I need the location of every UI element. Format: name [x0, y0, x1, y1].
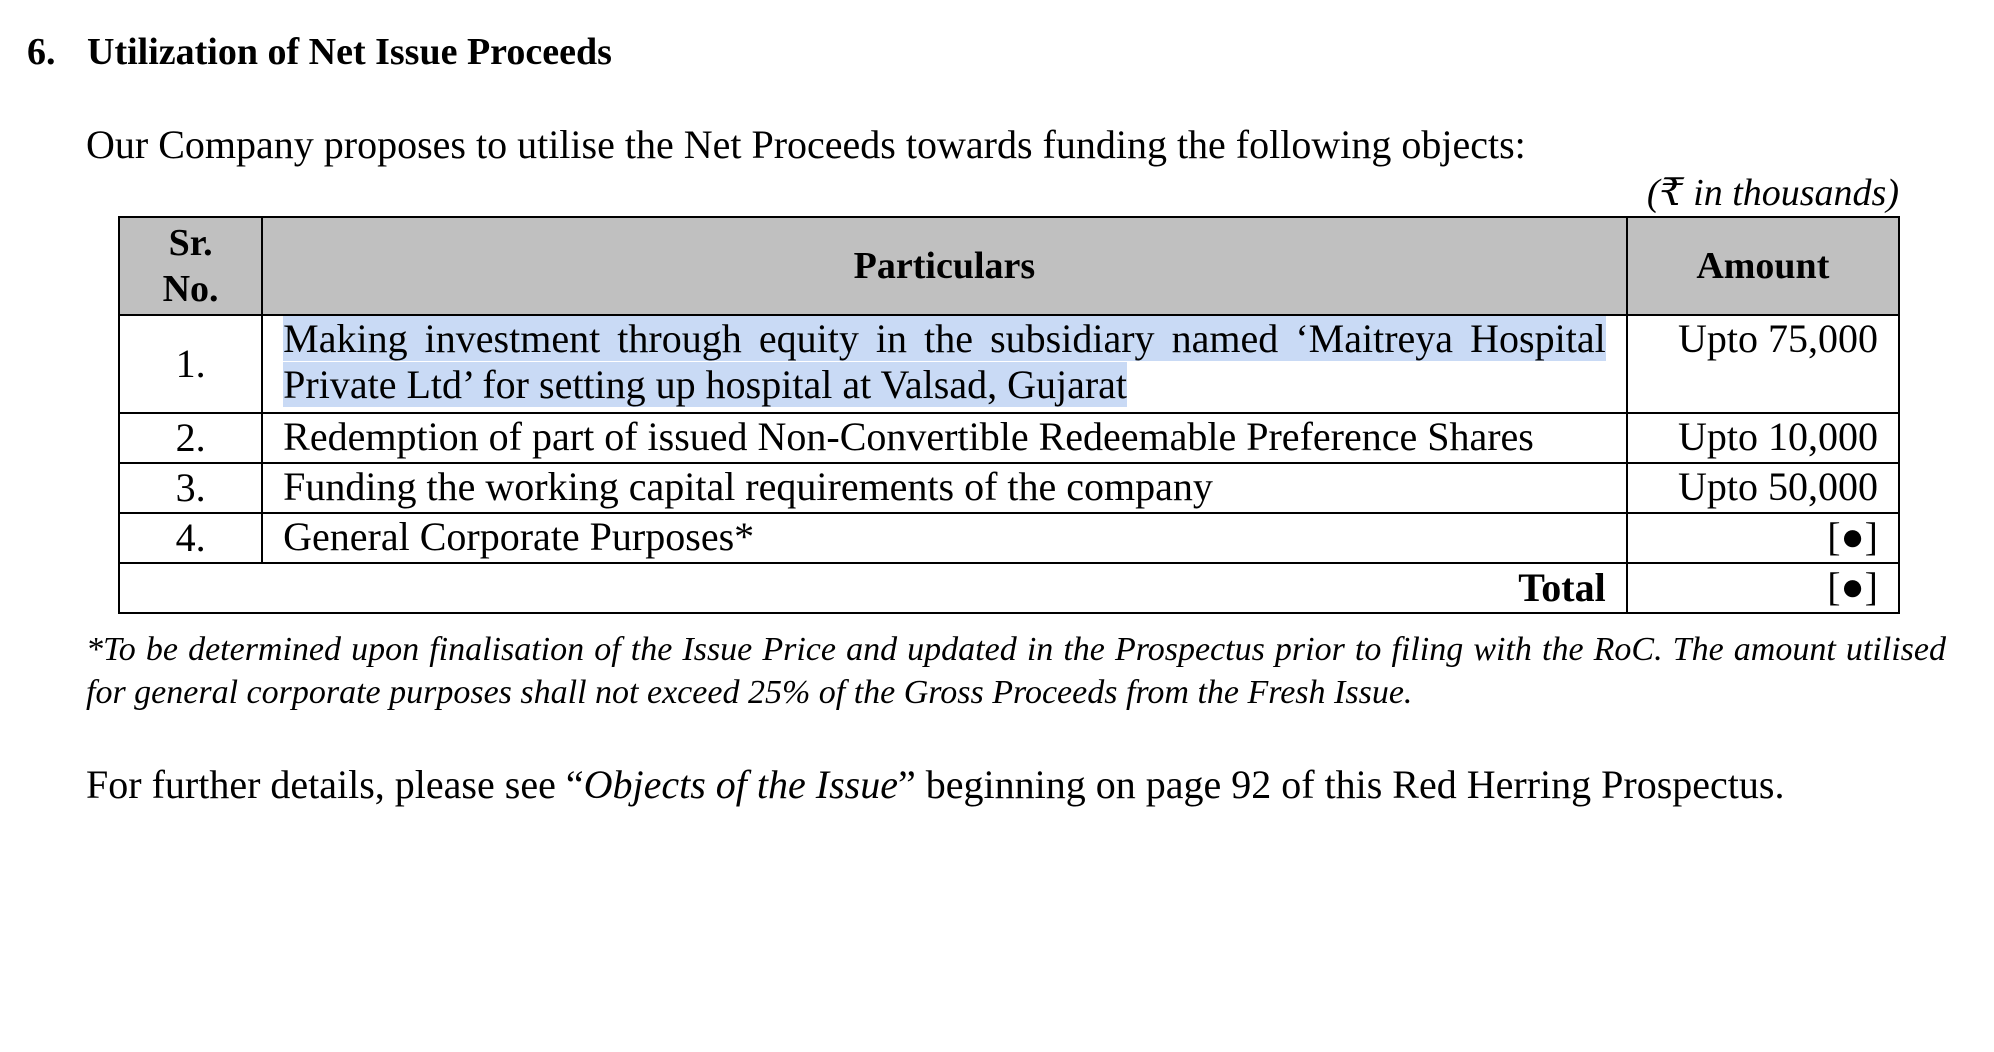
section-heading [27, 28, 612, 76]
row-particulars[interactable]: General Corporate Purposes* [262, 513, 1627, 563]
total-row [119, 563, 1899, 613]
row-amount: Upto 10,000 [1627, 413, 1899, 463]
row-particulars[interactable] [262, 315, 1627, 413]
header-amount: Amount [1627, 217, 1899, 315]
row-amount: Upto 75,000 [1627, 315, 1899, 413]
row-sr-no: 4. [119, 513, 262, 563]
table-header-row [119, 217, 1899, 315]
section-title: Utilization of Net Issue Proceeds [87, 31, 612, 73]
row-amount: Upto 50,000 [1627, 463, 1899, 513]
proceeds-table [118, 216, 1900, 614]
total-amount: [●] [1627, 563, 1899, 613]
intro-paragraph: Our Company proposes to utilise the Net Proceeds towards funding the following objects: [86, 122, 1526, 167]
table-row [119, 413, 1899, 463]
further-suffix: ” beginning on page 92 of this Red Herring Prospectus. [897, 762, 1785, 807]
row-sr-no: 1. [119, 315, 262, 413]
further-details-paragraph [86, 760, 1784, 810]
total-label: Total [119, 563, 1627, 613]
header-sr-line1: Sr. [168, 222, 213, 264]
row-sr-no: 3. [119, 463, 262, 513]
selected-text[interactable]: Making investment through equity in the subsidiary named ‘Maitreya Hospital Private Ltd’ for setting up hospital at Valsad, Gujarat [283, 316, 1606, 407]
header-sr-no [119, 217, 262, 315]
footnote: *To be determined upon finalisation of the Issue Price and updated in the Prospectus prior to filing with the RoC. The amount utilised for general corporate purposes shall not exceed 25% of the Gross Proceeds from the Fresh Issue. [86, 631, 1946, 711]
row-particulars[interactable]: Redemption of part of issued Non-Convertible Redeemable Preference Shares [262, 413, 1627, 463]
table-row [119, 463, 1899, 513]
row-amount: [●] [1627, 513, 1899, 563]
section-number: 6. [27, 31, 56, 73]
table-row [119, 513, 1899, 563]
table-row [119, 315, 1899, 413]
row-sr-no: 2. [119, 413, 262, 463]
row-particulars[interactable]: Funding the working capital requirements of the company [262, 463, 1627, 513]
further-prefix: For further details, please see “ [86, 762, 584, 807]
unit-note: (₹ in thousands) [1646, 172, 1899, 214]
further-link-title: Objects of the Issue [583, 762, 898, 807]
header-particulars: Particulars [262, 217, 1627, 315]
header-sr-line2: No. [162, 268, 219, 310]
